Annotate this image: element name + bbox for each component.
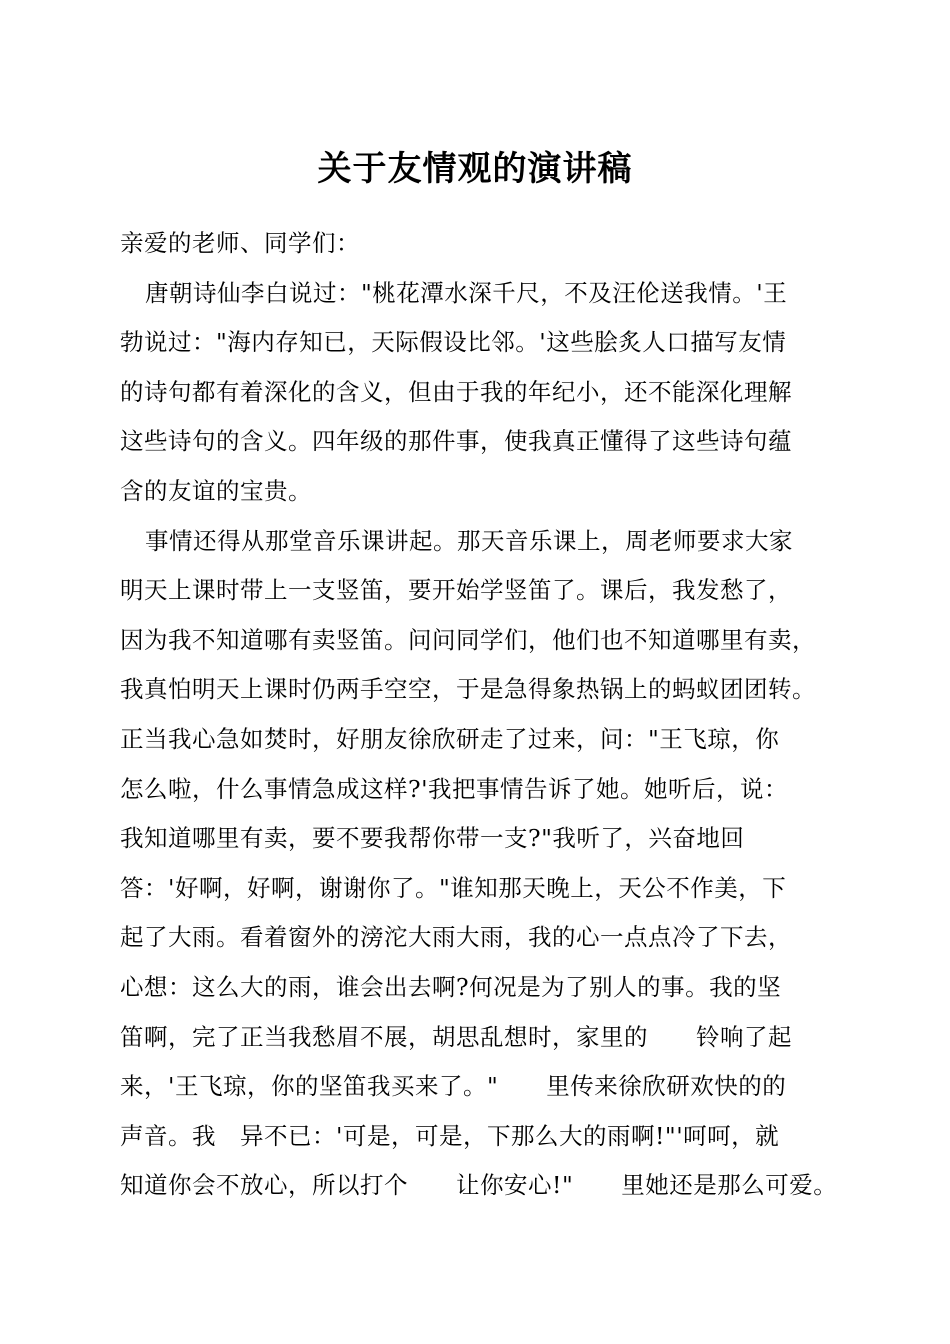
- document-title: 关于友情观的演讲稿: [317, 149, 633, 189]
- paragraph-line: 笛啊，完了正当我愁眉不展，胡思乱想时，家里的 铃响了起: [120, 1023, 792, 1051]
- paragraph-line: 我真怕明天上课时仍两手空空，于是急得象热锅上的蚂蚁团团转。: [120, 675, 816, 703]
- paragraph-line: 这些诗句的含义。四年级的那件事，使我真正懂得了这些诗句蕴: [120, 427, 792, 455]
- paragraph-line: 知道你会不放心，所以打个 让你安心!" 里她还是那么可爱。: [120, 1171, 838, 1199]
- paragraph-line: 怎么啦，什么事情急成这样?'我把事情告诉了她。她听后，说：: [120, 775, 789, 803]
- salutation-line: 亲爱的老师、同学们：: [120, 229, 360, 257]
- paragraph-line: 唐朝诗仙李白说过："桃花潭水深千尺，不及汪伦送我情。'王: [145, 279, 788, 307]
- paragraph-line: 明天上课时带上一支竖笛，要开始学竖笛了。课后，我发愁了，: [120, 576, 792, 604]
- paragraph-line: 含的友谊的宝贵。: [120, 477, 312, 505]
- paragraph-line: 我知道哪里有卖，要不要我帮你带一支?"我听了，兴奋地回: [120, 824, 745, 852]
- paragraph-line: 来，'王飞琼，你的坚笛我买来了。" 里传来徐欣研欢快的的: [120, 1072, 787, 1100]
- paragraph-line: 心想：这么大的雨，谁会出去啊?何况是为了别人的事。我的坚: [120, 973, 782, 1001]
- paragraph-line: 的诗句都有着深化的含义，但由于我的年纪小，还不能深化理解: [120, 378, 792, 406]
- paragraph-line: 正当我心急如焚时，好朋友徐欣研走了过来，问："王飞琼，你: [120, 725, 780, 753]
- paragraph-line: 因为我不知道哪有卖竖笛。问问同学们，他们也不知道哪里有卖，: [120, 626, 816, 654]
- paragraph-line: 勃说过："海内存知已，天际假设比邻。'这些脍炙人口描写友情: [120, 328, 787, 356]
- paragraph-line: 声音。我 异不已：'可是，可是，下那么大的雨啊!"'呵呵，就: [120, 1122, 780, 1150]
- paragraph-line: 答：'好啊，好啊，谢谢你了。"谁知那天晚上，天公不作美，下: [120, 874, 787, 902]
- paragraph-line: 事情还得从那堂音乐课讲起。那天音乐课上，周老师要求大家: [145, 527, 793, 555]
- paragraph-line: 起了大雨。看着窗外的滂沱大雨大雨，我的心一点点冷了下去，: [120, 923, 792, 951]
